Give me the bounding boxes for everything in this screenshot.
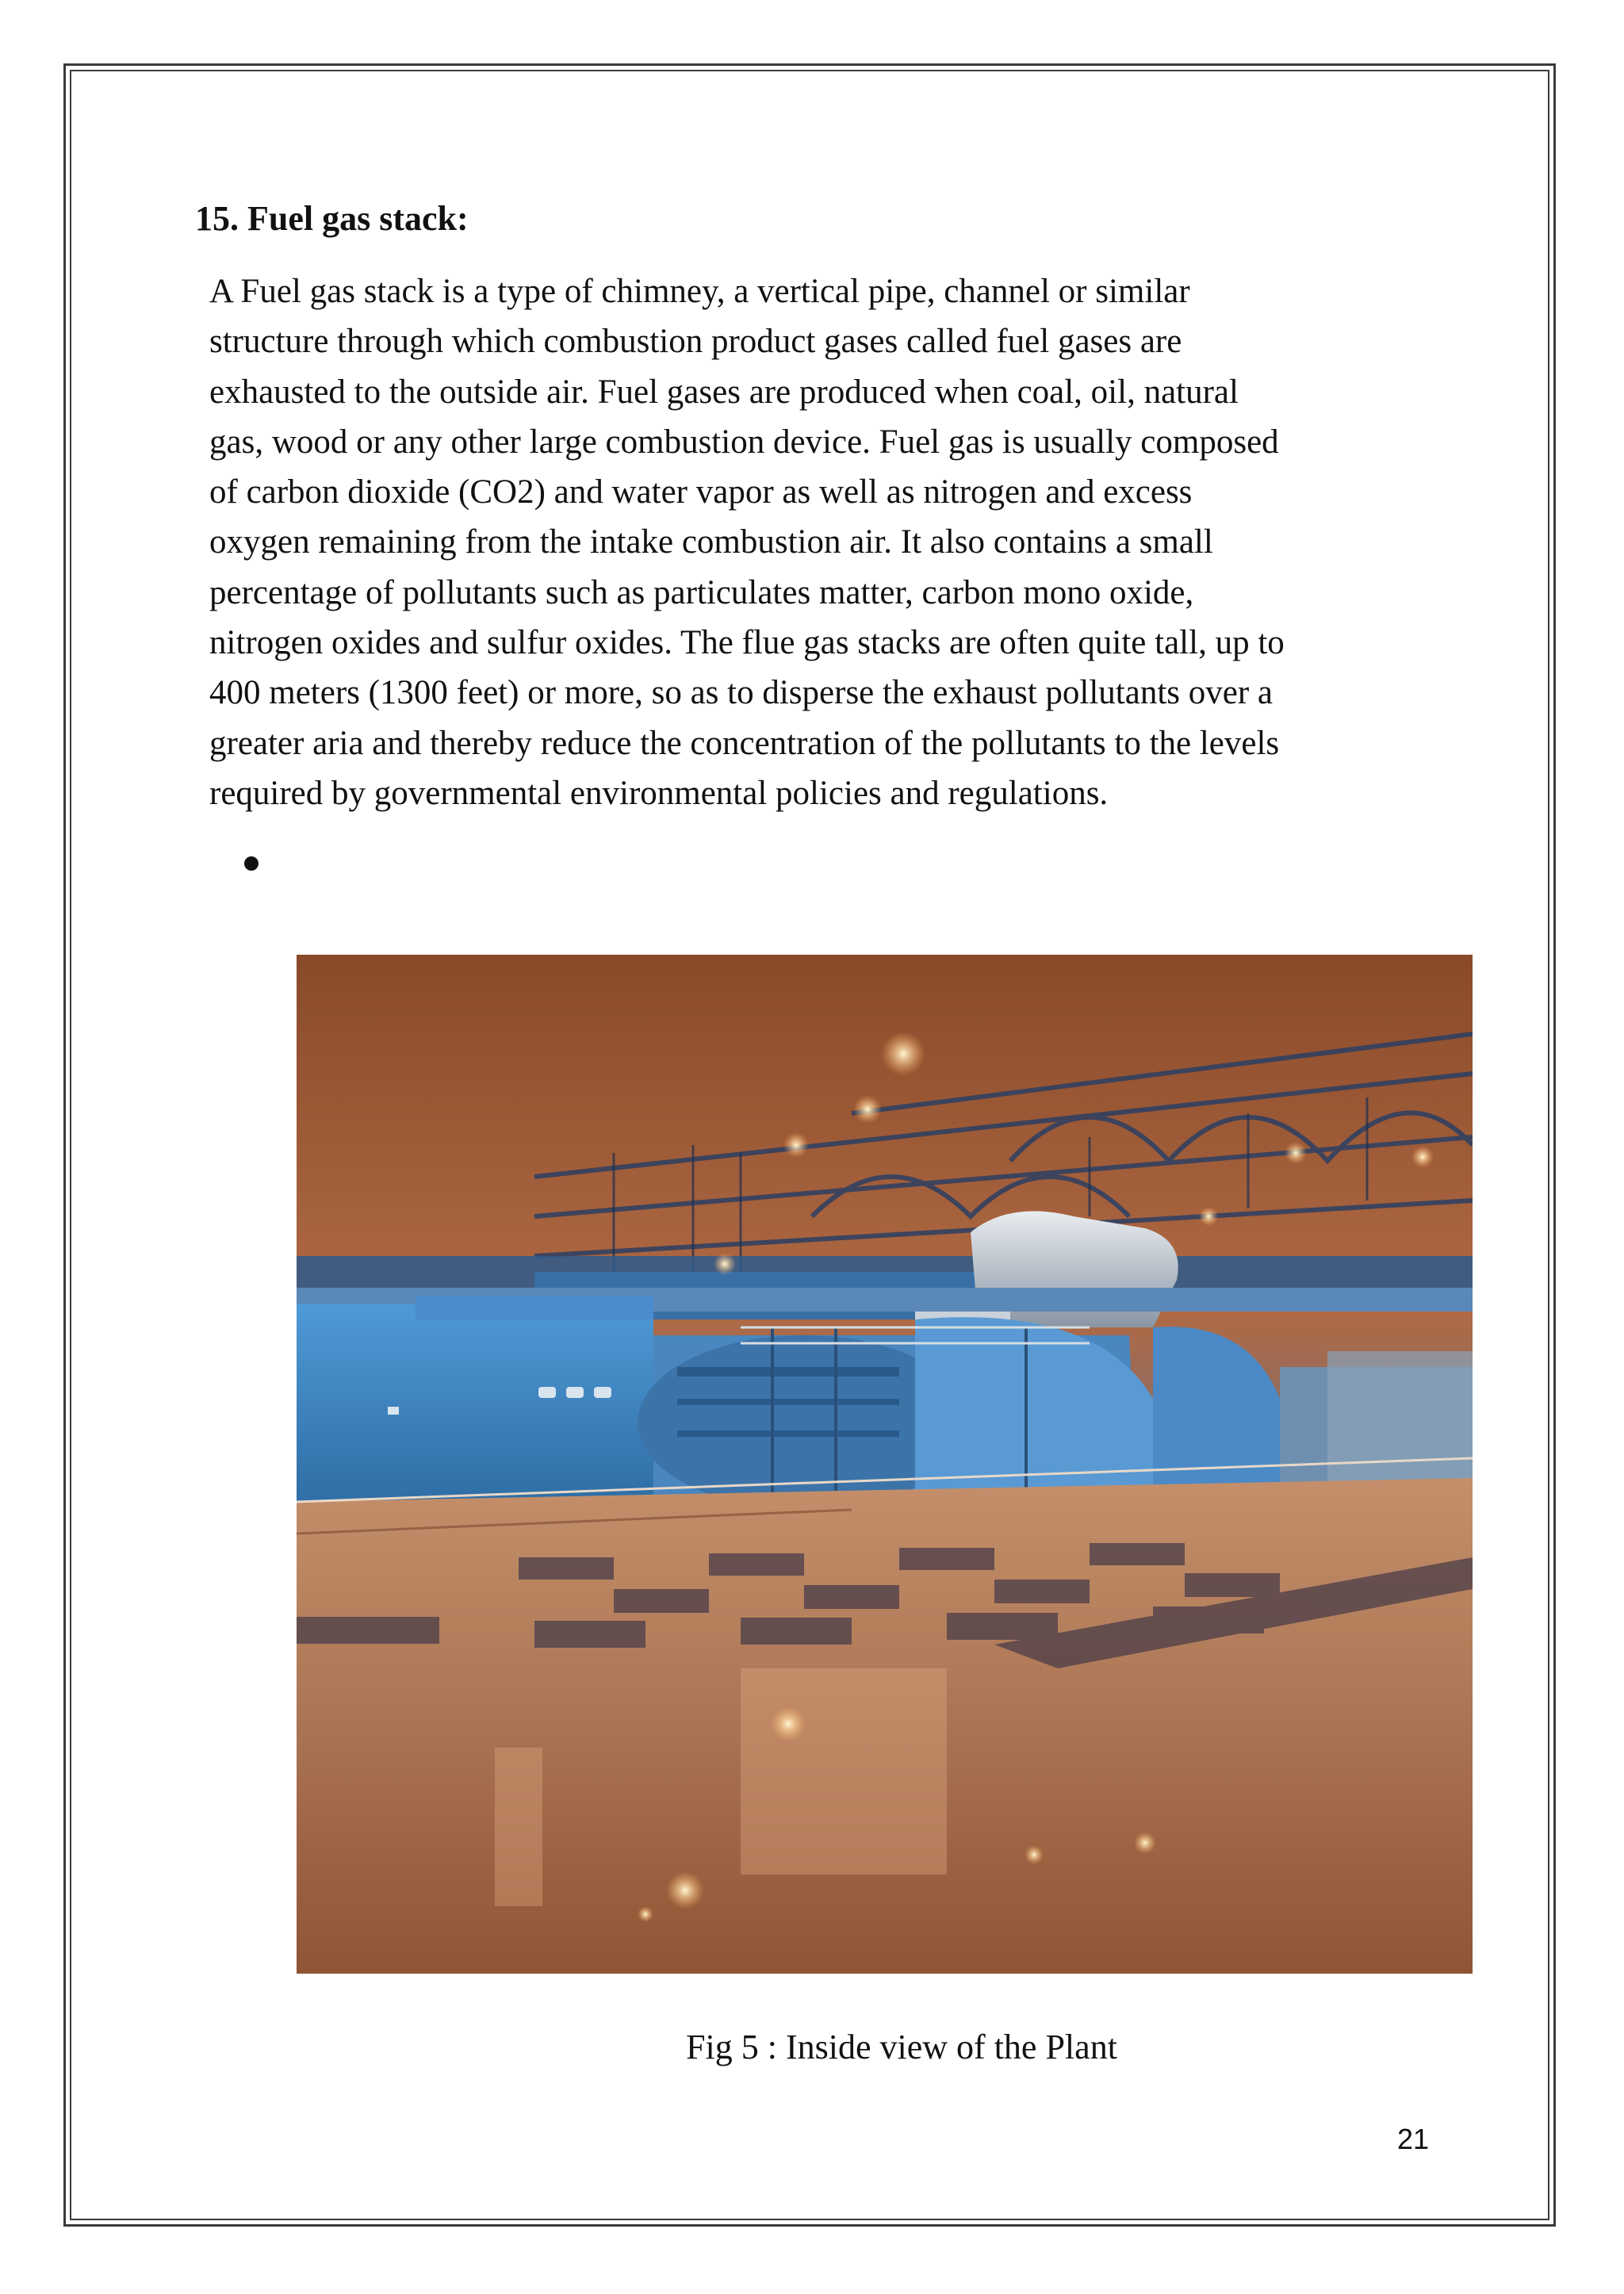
bullet-point [244,856,259,871]
page-number: 21 [1397,2123,1430,2155]
paragraph-line: required by governmental environmental policies and regulations. [209,774,1109,812]
paragraph-line: greater aria and thereby reduce the concentration of the pollutants to the levels [209,724,1280,762]
paragraph-line: 400 meters (1300 feet) or more, so as to disperse the exhaust pollutants over a [209,674,1273,712]
paragraph-line: of carbon dioxide (CO2) and water vapor as well as nitrogen and excess [209,473,1193,511]
paragraph-line: structure through which combustion product gases called fuel gases are [209,323,1182,361]
section-heading: 15. Fuel gas stack: [195,199,469,238]
paragraph-line: percentage of pollutants such as particulates matter, carbon mono oxide, [209,573,1194,611]
paragraph-line: oxygen remaining from the intake combustion air. It also contains a small [209,523,1213,561]
paragraph-line: A Fuel gas stack is a type of chimney, a vertical pipe, channel or similar [209,273,1190,310]
paragraph-line: nitrogen oxides and sulfur oxides. The flue gas stacks are often quite tall, up to [209,624,1285,662]
plant-interior-photo [297,955,1473,1974]
figure-caption: Fig 5 : Inside view of the Plant [686,2028,1117,2066]
section-paragraph [209,266,1399,818]
paragraph-line: exhausted to the outside air. Fuel gases are produced when coal, oil, natural [209,373,1239,411]
paragraph-line: gas, wood or any other large combustion device. Fuel gas is usually composed [209,423,1279,461]
